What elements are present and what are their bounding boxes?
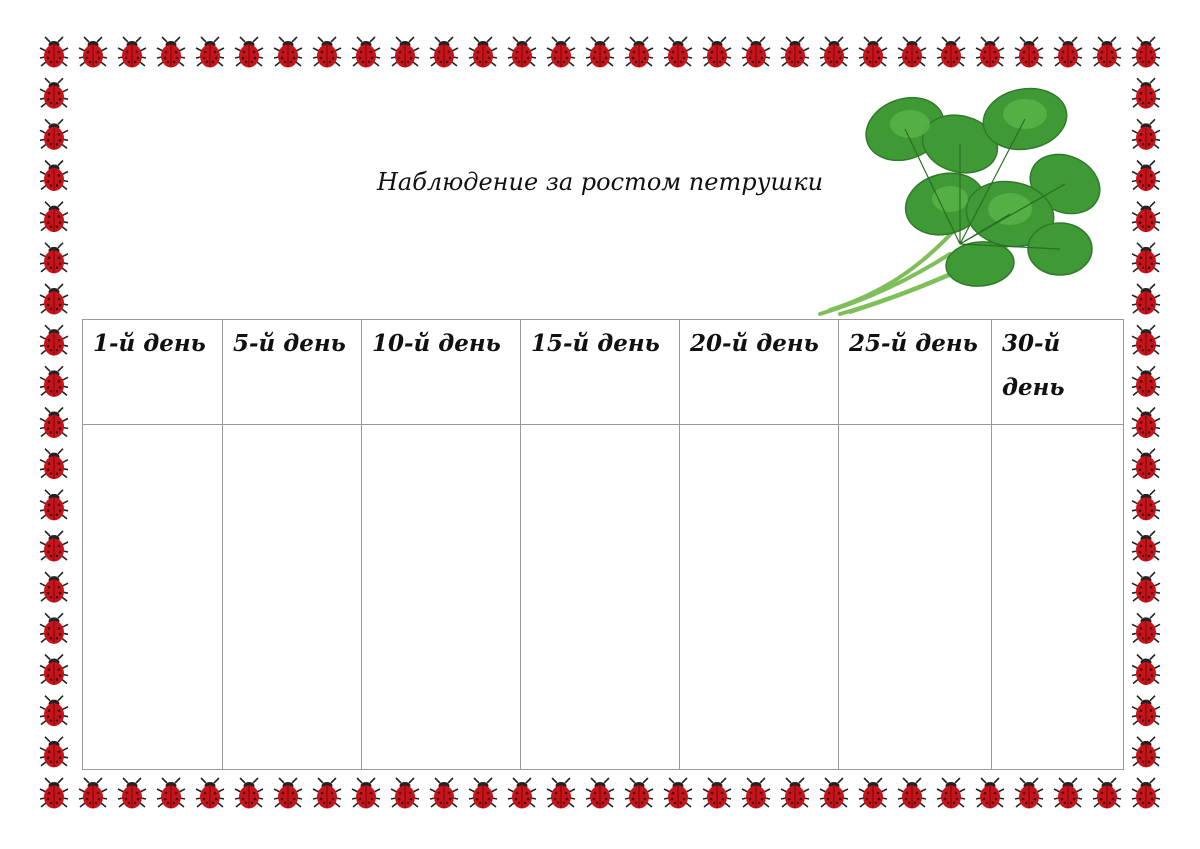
ladybug-icon <box>40 778 68 809</box>
ladybug-icon <box>40 655 68 686</box>
ladybug-icon <box>547 37 575 68</box>
parsley-image <box>810 74 1115 319</box>
ladybug-icon <box>313 778 341 809</box>
ladybug-icon <box>703 778 731 809</box>
ladybug-icon <box>79 37 107 68</box>
ladybug-icon <box>586 778 614 809</box>
ladybug-icon <box>79 778 107 809</box>
ladybug-icon <box>469 37 497 68</box>
header-day-5: 5-й день <box>223 320 362 425</box>
ladybug-icon <box>898 778 926 809</box>
ladybug-icon <box>430 778 458 809</box>
ladybug-icon <box>40 408 68 439</box>
ladybug-icon <box>391 778 419 809</box>
ladybug-icon <box>1015 778 1043 809</box>
ladybug-icon <box>40 366 68 397</box>
ladybug-icon <box>664 37 692 68</box>
ladybug-icon <box>937 37 965 68</box>
ladybug-icon <box>469 778 497 809</box>
entry-cell-day-20[interactable] <box>680 425 839 770</box>
ladybug-icon <box>196 37 224 68</box>
ladybug-icon <box>781 778 809 809</box>
ladybug-icon <box>820 778 848 809</box>
ladybug-icon <box>40 449 68 480</box>
ladybug-icon <box>235 37 263 68</box>
ladybug-icon <box>742 37 770 68</box>
ladybug-icon <box>40 78 68 109</box>
ladybug-icon <box>40 737 68 768</box>
ladybug-icon <box>1132 696 1160 727</box>
entry-cell-day-1[interactable] <box>83 425 223 770</box>
ladybug-icon <box>274 778 302 809</box>
ladybug-icon <box>1132 78 1160 109</box>
ladybug-icon <box>40 325 68 356</box>
ladybug-icon <box>1132 408 1160 439</box>
entry-cell-day-5[interactable] <box>223 425 362 770</box>
ladybug-icon <box>40 696 68 727</box>
ladybug-icon <box>898 37 926 68</box>
header-day-25: 25-й день <box>839 320 992 425</box>
ladybug-icon <box>40 490 68 521</box>
ladybug-icon <box>1132 119 1160 150</box>
ladybug-icon <box>1132 284 1160 315</box>
entry-row <box>83 425 1124 770</box>
header-day-15: 15-й день <box>521 320 680 425</box>
ladybug-icon <box>1093 778 1121 809</box>
ladybug-icon <box>976 778 1004 809</box>
ladybug-icon <box>352 778 380 809</box>
ladybug-icon <box>430 37 458 68</box>
ladybug-icon <box>1132 325 1160 356</box>
ladybug-icon <box>1132 37 1160 68</box>
ladybug-icon <box>313 37 341 68</box>
ladybug-icon <box>976 37 1004 68</box>
header-day-30: 30-й день <box>992 320 1124 425</box>
observation-table <box>82 319 1124 770</box>
ladybug-icon <box>1132 778 1160 809</box>
ladybug-icon <box>1132 243 1160 274</box>
ladybug-icon <box>157 37 185 68</box>
ladybug-icon <box>859 778 887 809</box>
ladybug-icon <box>274 37 302 68</box>
ladybug-icon <box>391 37 419 68</box>
ladybug-icon <box>859 37 887 68</box>
entry-cell-day-10[interactable] <box>362 425 521 770</box>
ladybug-icon <box>40 613 68 644</box>
ladybug-icon <box>586 37 614 68</box>
ladybug-icon <box>40 572 68 603</box>
ladybug-icon <box>1132 655 1160 686</box>
ladybug-icon <box>508 37 536 68</box>
ladybug-icon <box>40 202 68 233</box>
ladybug-icon <box>1054 37 1082 68</box>
ladybug-icon <box>1093 37 1121 68</box>
ladybug-icon <box>625 778 653 809</box>
page-title: Наблюдение за ростом петрушки <box>376 168 824 196</box>
ladybug-icon <box>157 778 185 809</box>
ladybug-icon <box>1132 490 1160 521</box>
ladybug-icon <box>703 37 731 68</box>
ladybug-icon <box>40 531 68 562</box>
ladybug-icon <box>937 778 965 809</box>
entry-cell-day-30[interactable] <box>992 425 1124 770</box>
ladybug-icon <box>781 37 809 68</box>
header-day-1: 1-й день <box>83 320 223 425</box>
ladybug-icon <box>352 37 380 68</box>
ladybug-icon <box>1132 366 1160 397</box>
ladybug-icon <box>118 37 146 68</box>
ladybug-icon <box>1054 778 1082 809</box>
ladybug-icon <box>235 778 263 809</box>
ladybug-icon <box>742 778 770 809</box>
ladybug-icon <box>40 161 68 192</box>
ladybug-icon <box>40 284 68 315</box>
ladybug-icon <box>508 778 536 809</box>
ladybug-icon <box>1015 37 1043 68</box>
ladybug-icon <box>1132 613 1160 644</box>
ladybug-icon <box>40 37 68 68</box>
ladybug-icon <box>625 37 653 68</box>
ladybug-icon <box>1132 449 1160 480</box>
ladybug-icon <box>1132 531 1160 562</box>
ladybug-icon <box>118 778 146 809</box>
ladybug-icon <box>1132 161 1160 192</box>
header-row <box>83 320 1124 425</box>
ladybug-icon <box>664 778 692 809</box>
header-day-10: 10-й день <box>362 320 521 425</box>
ladybug-icon <box>40 243 68 274</box>
ladybug-icon <box>820 37 848 68</box>
entry-cell-day-15[interactable] <box>521 425 680 770</box>
ladybug-icon <box>1132 202 1160 233</box>
entry-cell-day-25[interactable] <box>839 425 992 770</box>
ladybug-icon <box>1132 572 1160 603</box>
ladybug-icon <box>196 778 224 809</box>
header-day-20: 20-й день <box>680 320 839 425</box>
ladybug-icon <box>40 119 68 150</box>
ladybug-icon <box>1132 737 1160 768</box>
ladybug-icon <box>547 778 575 809</box>
